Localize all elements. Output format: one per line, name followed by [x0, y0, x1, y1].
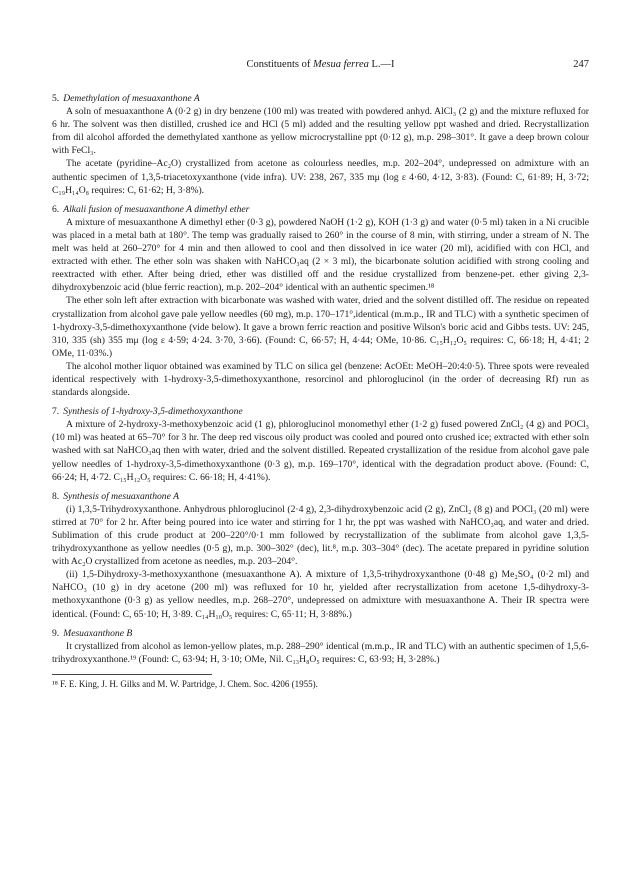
paragraph: The alcohol mother liquor obtained was examined by TLC on silica gel (benzene: AcOEt: MeOH–20:4:0·5). Three spots were revealed identical respectively with 1-hydroxy-3,5-dimethoxyxanthone, resorcinol and phloroglucinol (in the order of decreasing Rf) run as standards alongside. [52, 360, 589, 399]
section-mesuaxanthone-b [52, 627, 589, 666]
paragraph: (ii) 1,5-Dihydroxy-3-methoxyxanthone (mesuaxanthone A). A mixture of 1,3,5-trihydroxyxanthone (0·48 g) Me₂SO₄ (0·2 ml) and NaHCO₃ (10 g) in dry acetone (200 ml) was refluxed for 10 hr, yielded after recrystallization from acetone 1,5-dihydroxy-3-methoxyxanthone (0·3 g) as yellow needles, m.p. 268–270°, undepressed on admixture with mesuaxanthone A. Their IR spectra were identical. (Found: C, 65·10; H, 3·89. C₁₄H₁₀O₅ requires: C, 65·11; H, 3·88%.) [52, 569, 589, 620]
paragraph: A mixture of 2-hydroxy-3-methoxybenzoic acid (1 g), phloroglucinol monomethyl ether (1·2 g) fused powered ZnCl₂ (4 g) and POCl₃ (10 ml) was heated at 65–70° for 3 hr. The deep red viscous oily product was cooled and poured onto crushed ice; extracted with ether soln washed with sat NaHCO₃aq then with water, dried and the solvent distilled. Repeated crystallization of the residue from alcohol gave pale yellow needles of 1-hydroxy-3,5-dimethoxyxanthone (0·3 g), m.p. 169–170°, identical with the degradation product above. (Found: C, 66·24; H, 4·72. C₁₅H₁₂O₅ requires: C. 66·18; H, 4·41%). [52, 419, 589, 483]
paragraph: It crystallized from alcohol as lemon-yellow plates, m.p. 288–290° identical (m.m.p., IR and TLC) with an authentic specimen of 1,5,6-trihydroxyxanthone.¹⁹ (Found: C, 63·94; H, 3·10; OMe, Nil. C₁₃H₈O₅ requires: C, 63·93; H, 3·28%.) [52, 640, 589, 665]
running-head [52, 58, 589, 74]
running-title-species: Mesua ferrea [312, 59, 369, 70]
section-number: 6. [52, 203, 60, 215]
running-title-suffix: L.—I [368, 59, 395, 70]
section-title: Alkali fusion of mesuaxanthone A dimethyl ether [63, 203, 250, 215]
section-synthesis-hydroxy-dimethoxyxanthone [52, 405, 589, 484]
section-number: 8. [52, 490, 60, 502]
running-title [52, 58, 589, 71]
paragraph: A mixture of mesuaxanthone A dimethyl ether (0·3 g), powdered NaOH (1·2 g), KOH (1·3 g) and water (0·5 ml) taken in a Ni crucible was placed in a metal bath at 180°. The temp was gradually raised to 260° in the course of 8 min, with stirring, under a stream of N. The melt was held at 260–270° for 4 min and then allowed to cool and then dissolved in ice water (20 ml), acidified with con HCl, and extracted with ether. The ether soln was shaken with NaHCO₃aq (2 × 3 ml), the bicarbonate solution acidified with strong cooling and reextracted with ether. After being dried, ether was distilled off and the residue crystallized from benzene-pet. ether giving 2,3-dihydroxybenzoic acid (blue ferric reaction), m.p. 202–204° identical with an authentic specimen.¹⁸ [52, 216, 589, 294]
page-number: 247 [573, 59, 589, 70]
running-title-prefix: Constituents of [246, 59, 313, 70]
section-synthesis-mesuaxanthone-a [52, 490, 589, 621]
section-heading [52, 405, 589, 418]
footnote-rule [52, 674, 212, 675]
section-heading [52, 490, 589, 503]
section-title: Demethylation of mesuaxanthone A [63, 93, 200, 104]
section-number: 7. [52, 406, 60, 418]
section-heading [52, 203, 589, 216]
paragraph: The acetate (pyridine–Ac₂O) crystallized from acetone as colourless needles, m.p. 202–204°, undepressed on admixture with an authentic specimen of 1,3,5-triacetoxyxanthone (vide infra). UV: 238, 267, 335 mμ (log ε 4·60, 4·12, 3·83). (Found: C, 61·89; H, 3·72; C₁₉H₁₄O₈ requires: C, 61·62; H, 3·8%). [52, 158, 589, 196]
section-title: Synthesis of 1-hydroxy-3,5-dimethoxyxanthone [63, 406, 243, 418]
section-alkali-fusion [52, 203, 589, 399]
section-demethylation [52, 92, 589, 197]
paragraph: The ether soln left after extraction with bicarbonate was washed with water, dried and the solvent distilled off. The residue on repeated crystallization from alcohol gave pale yellow needles (60 mg), m.p. 170–171°,identical (m.m.p., IR and TLC) with a synthetic specimen of 1-hydroxy-3,5-dimethoxyxanthone (vide below). It gave a brown ferric reaction and positive Wilson's boric acid and Gibbs tests. UV: 245, 310, 335 (sh) 355 mμ (log ε 4·59; 4·24. 3·70, 3·66). (Found: C, 66·57; H, 4·44; OMe, 10·86. C₁₅H₁₂O₅ requires: C, 66·18; H, 4·41; 2 OMe, 11·03%.) [52, 295, 589, 359]
section-heading [52, 92, 589, 105]
section-heading [52, 627, 589, 640]
section-number: 5. [52, 93, 60, 104]
paragraph: A soln of mesuaxanthone A (0·2 g) in dry benzene (100 ml) was treated with powdered anhyd. AlCl₃ (2 g) and the mixture refluxed for 6 hr. The solvent was then distilled, crushed ice and HCl (5 ml) added and the resulting yellow ppt washed and dried. Recrystallization from dil alcohol afforded the demethylated xanthone as yellow microcrystalline ppt (0·12 g), m.p. 298–301°. It gave a deep brown colour with FeCl₃. [52, 106, 589, 157]
section-title: Synthesis of mesuaxanthone A [63, 490, 179, 502]
section-title: Mesuaxanthone B [63, 627, 133, 639]
section-number: 9. [52, 627, 60, 639]
paragraph: (i) 1,3,5-Trihydroxyxanthone. Anhydrous phloroglucinol (2·4 g), 2,3-dihydroxybenzoic acid (2 g), ZnCl₂ (8 g) and POCl₃ (20 ml) were stirred at 70° for 2 hr. After being poured into ice water and stirring for 1 hr, the ppt was washed with NaHCO₃aq, and water and dried. Sublimation of this crude product at 200–220°/0·1 mm followed by recrystallization of the sublimate from alcohol gave 1,3,5-trihydroxyxanthone as yellow needles (0·5 g), m.p. 300–302° (dec), lit.⁸, m.p. 303–304° (dec). The acetate prepared in pyridine solution with Ac₂O crystallized from acetone as needles, m.p. 203–204°. [52, 503, 589, 568]
footnote: ¹⁸ F. E. King, J. H. Gilks and M. W. Partridge, J. Chem. Soc. 4206 (1955). [52, 678, 318, 689]
